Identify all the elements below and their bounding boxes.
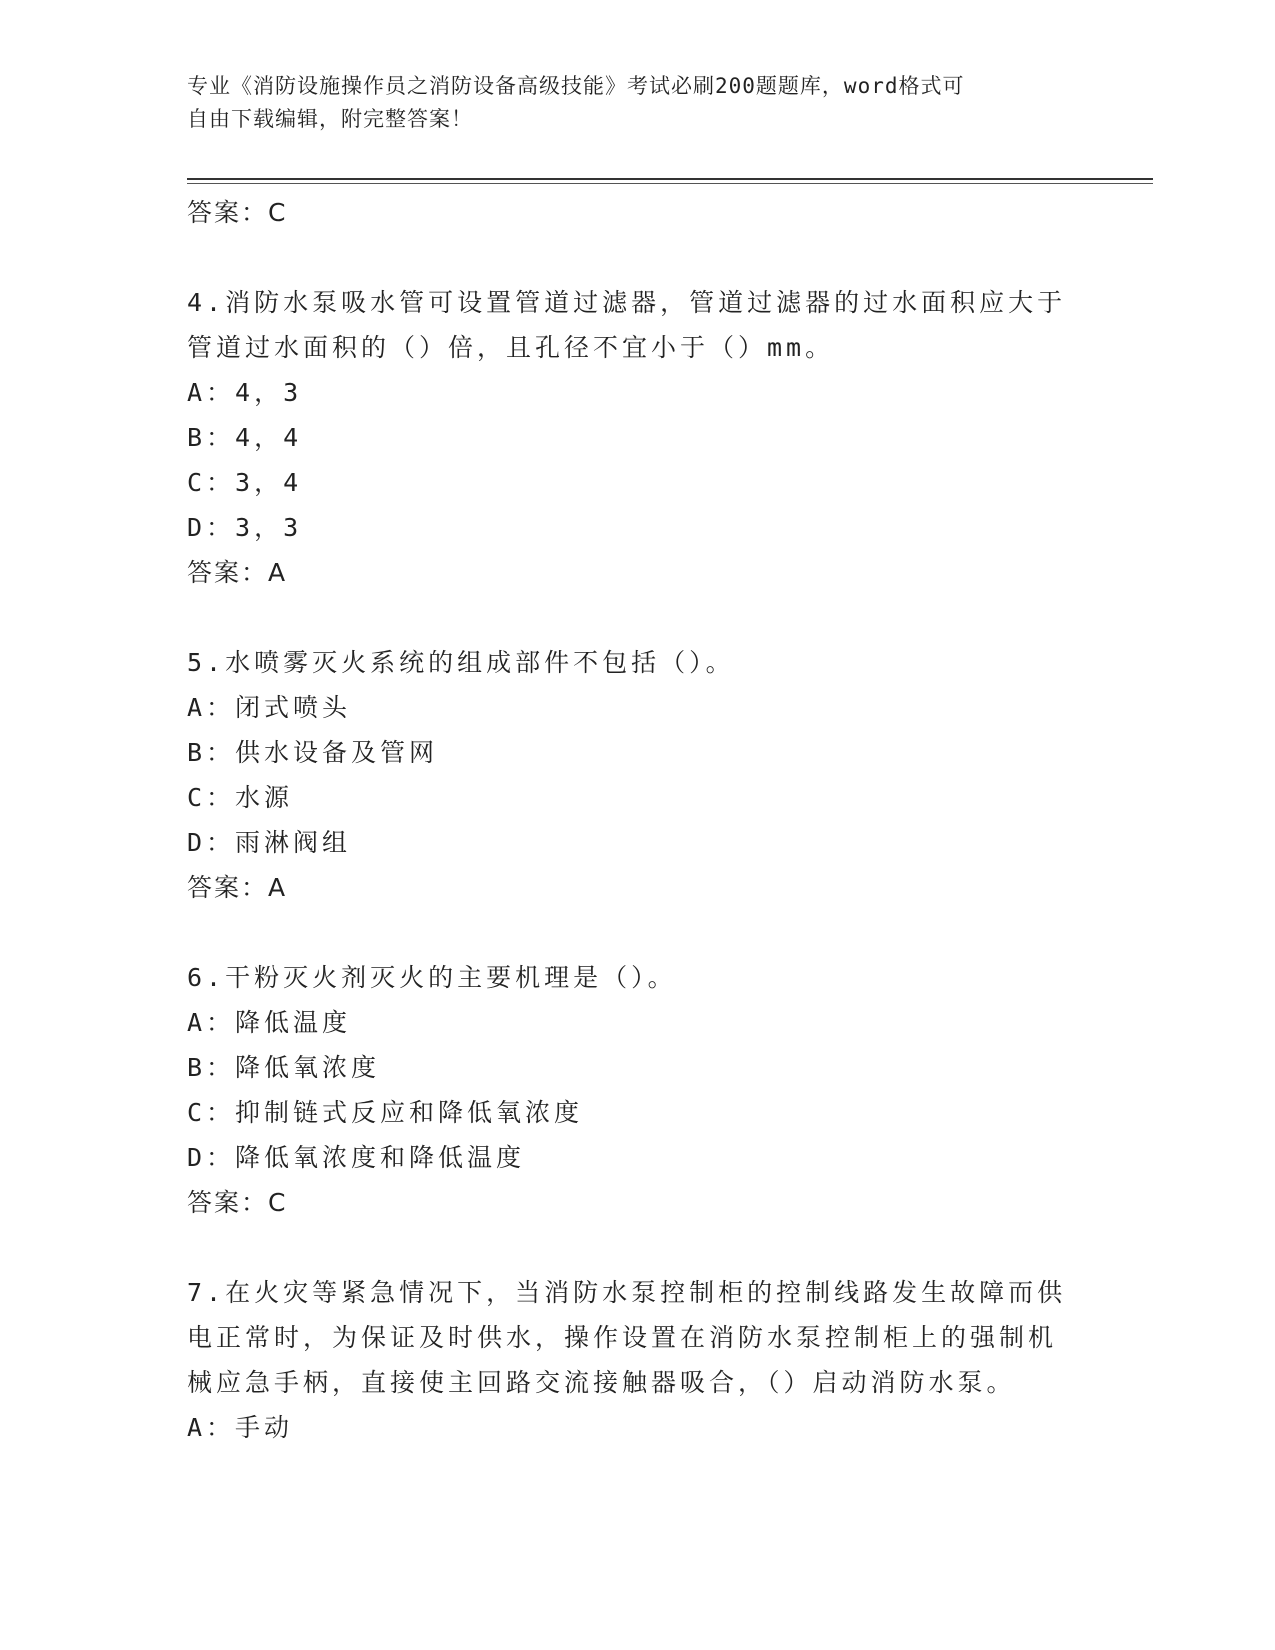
previous-answer: 答案：C	[187, 198, 288, 227]
question-5	[187, 640, 1067, 910]
answer: 答案：C	[187, 1188, 288, 1217]
option-d: D：3，3	[187, 513, 303, 542]
option-d: D：雨淋阀组	[187, 828, 352, 857]
question-stem	[187, 955, 1067, 1000]
header-title-line-2: 自由下载编辑，附完整答案！	[187, 107, 473, 131]
option-a: A：降低温度	[187, 1008, 352, 1037]
header-divider-thick	[187, 178, 1153, 180]
answer: 答案：A	[187, 558, 288, 587]
question-stem	[187, 1270, 1067, 1405]
option-d: D：降低氧浓度和降低温度	[187, 1143, 526, 1172]
question-stem	[187, 280, 1067, 370]
header-divider-thin	[187, 183, 1153, 184]
header-title-line-1: 专业《消防设施操作员之消防设备高级技能》考试必刷200题题库，word格式可	[187, 74, 965, 98]
question-list	[187, 190, 1067, 1450]
question-stem-line: 6.干粉灭火剂灭火的主要机理是（）。	[187, 963, 677, 992]
question-stem-line: 7.在火灾等紧急情况下，当消防水泵控制柜的控制线路发生故障而供	[187, 1278, 1067, 1307]
question-6	[187, 955, 1067, 1225]
option-a: A：手动	[187, 1413, 294, 1442]
question-stem-line: 械应急手柄，直接使主回路交流接触器吸合，（）启动消防水泵。	[187, 1368, 1016, 1397]
question-stem-line: 管道过水面积的（）倍，且孔径不宜小于（）mm。	[187, 333, 835, 362]
question-7	[187, 1270, 1067, 1450]
question-stem-line: 电正常时，为保证及时供水，操作设置在消防水泵控制柜上的强制机	[187, 1323, 1058, 1352]
question-stem-line: 4.消防水泵吸水管可设置管道过滤器，管道过滤器的过水面积应大于	[187, 288, 1067, 317]
option-a: A：闭式喷头	[187, 693, 352, 722]
option-b: B：降低氧浓度	[187, 1053, 381, 1082]
option-a: A：4，3	[187, 378, 303, 407]
option-c: C：水源	[187, 783, 294, 812]
option-c: C：3，4	[187, 468, 303, 497]
option-b: B：4，4	[187, 423, 303, 452]
option-c: C：抑制链式反应和降低氧浓度	[187, 1098, 584, 1127]
answer: 答案：A	[187, 873, 288, 902]
option-b: B：供水设备及管网	[187, 738, 439, 767]
question-4	[187, 280, 1067, 595]
question-stem-line: 5.水喷雾灭火系统的组成部件不包括（）。	[187, 648, 735, 677]
question-stem	[187, 640, 1067, 685]
document-header	[187, 70, 1067, 136]
